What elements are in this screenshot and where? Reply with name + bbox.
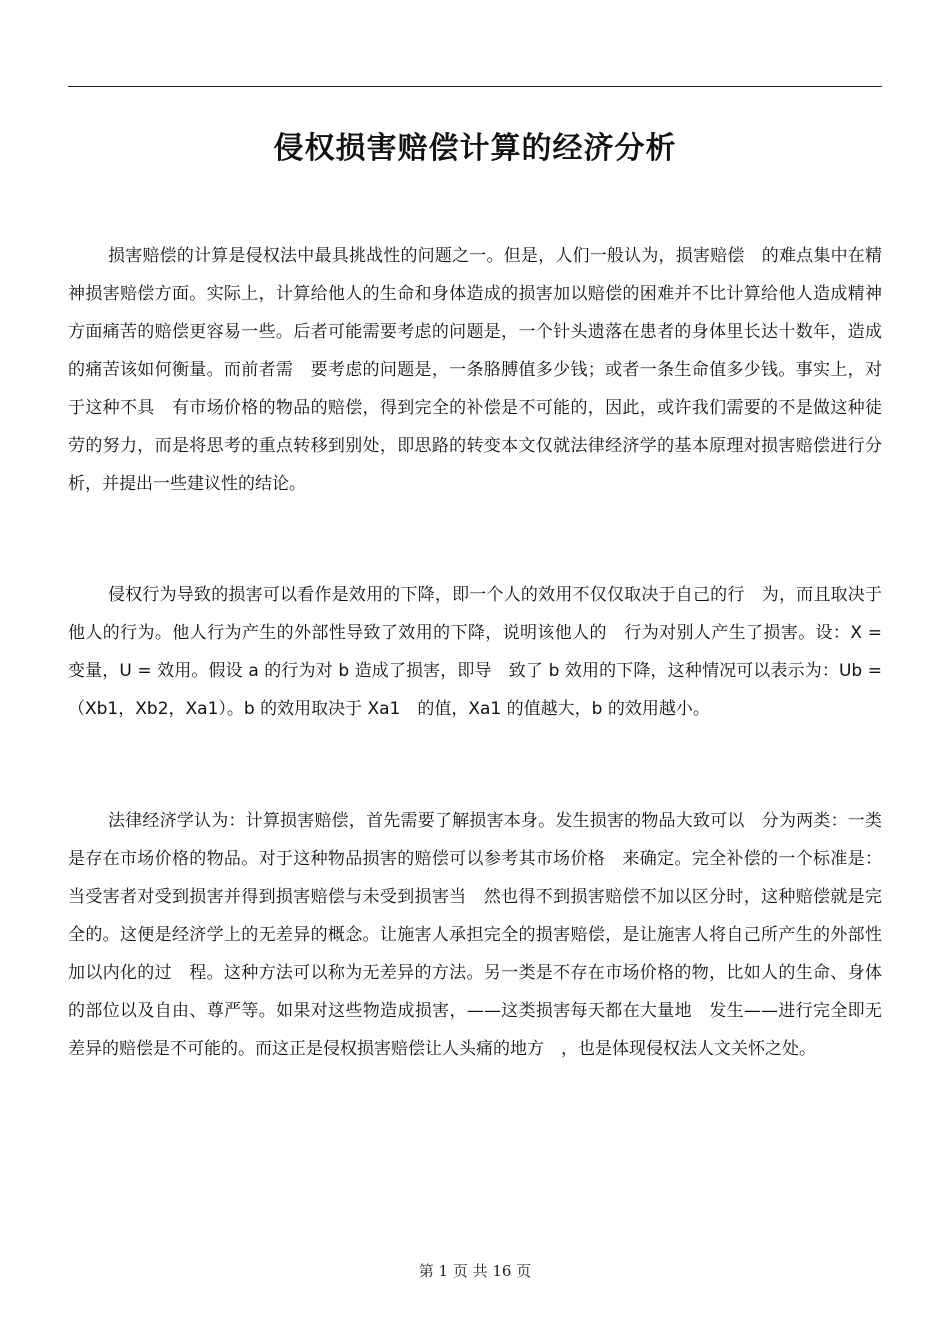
- document-title: 侵权损害赔偿计算的经济分析: [273, 131, 677, 166]
- paragraph-1: 损害赔偿的计算是侵权法中最具挑战性的问题之一。但是，人们一般认为，损害赔偿 的难点集中在精神损害赔偿方面。实际上，计算给他人的生命和身体造成的损害加以赔偿的困难并不比计算给他人造成精神方面痛苦的赔偿更容易一些。后者可能需要考虑的问题是，一个针头遗落在患者的身体里长达十数年，造成的痛苦该如何衡量。而前者需 要考虑的问题是，一条胳膊值多少钱；或者一条生命值多少钱。事实上，对于这种不具 有市场价格的物品的赔偿，得到完全的补偿是不可能的，因此，或许我们需要的不是做这种徒劳的努力，而是将思考的重点转移到别处，即思路的转变本文仅就法律经济学的基本原理对损害赔偿进行分析，并提出一些建议性的结论。: [68, 246, 882, 494]
- header-rule: [68, 86, 882, 87]
- paragraph-2: 侵权行为导致的损害可以看作是效用的下降，即一个人的效用不仅仅取决于自己的行 为，而且取决于他人的行为。他人行为产生的外部性导致了效用的下降，说明该他人的 行为对别人产生了损害。设：X = 变量，U = 效用。假设 a 的行为对 b 造成了损害，即导 致了 b 效用的下降，这种情况可以表示为：Ub = （Xb1，Xb2，Xa1）。b 的效用取决于 Xa1 的值，Xa1 的值越大，b 的效用越小。: [68, 585, 882, 719]
- page-number: 第 1 页 共 16 页: [418, 1262, 532, 1280]
- paragraph-3: 法律经济学认为：计算损害赔偿，首先需要了解损害本身。发生损害的物品大致可以 分为两类：一类是存在市场价格的物品。对于这种物品损害的赔偿可以参考其市场价格 来确定。完全补偿的一个标准是：当受害者对受到损害并得到损害赔偿与未受到损害当 然也得不到损害赔偿不加以区分时，这种赔偿就是完全的。这便是经济学上的无差异的概念。让施害人承担完全的损害赔偿，是让施害人将自己所产生的外部性加以内化的过 程。这种方法可以称为无差异的方法。另一类是不存在市场价格的物，比如人的生命、身体的部位以及自由、尊严等。如果对这些物造成损害，——这类损害每天都在大量地 发生——进行完全即无差异的赔偿是不可能的。而这正是侵权损害赔偿让人头痛的地方 ，也是体现侵权法人文关怀之处。: [68, 811, 882, 1059]
